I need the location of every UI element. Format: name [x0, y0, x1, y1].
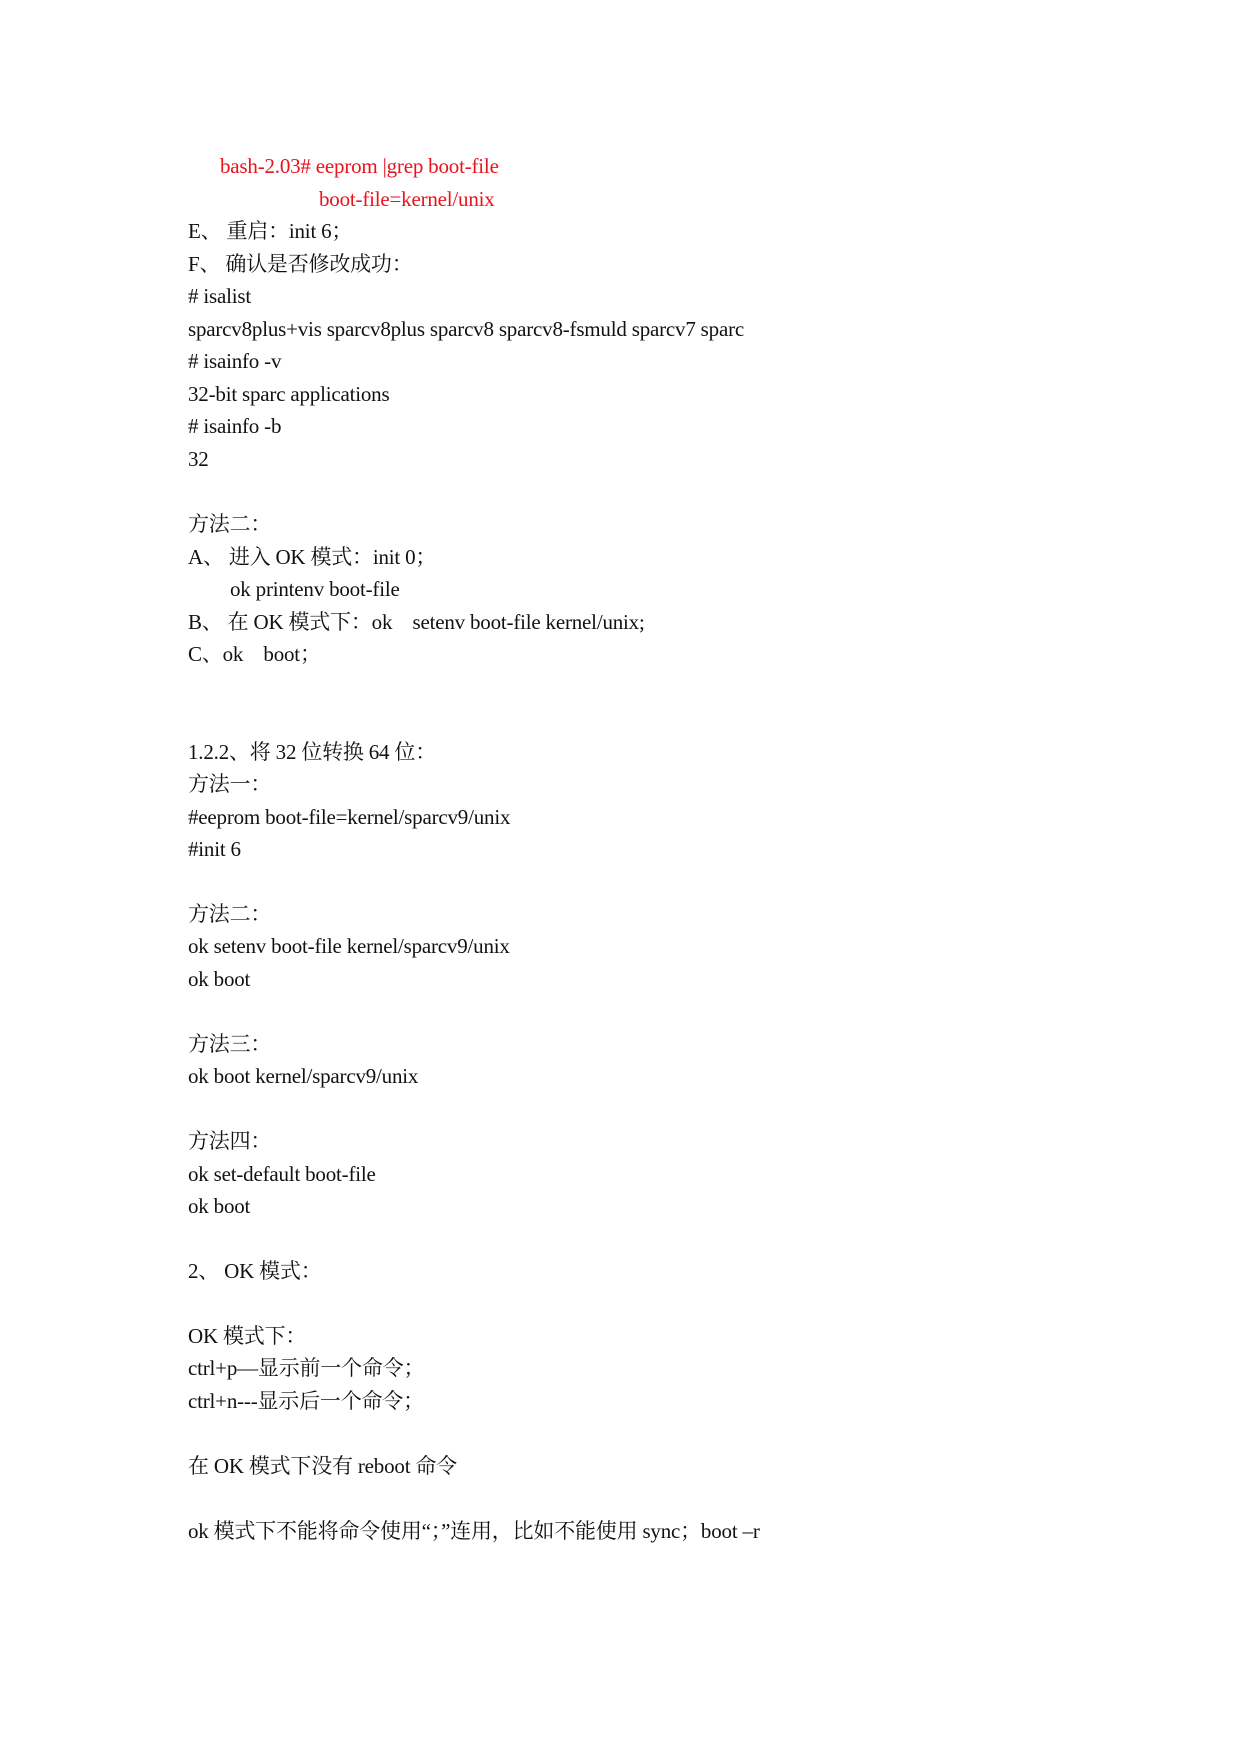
- step-f-verify: F、 确认是否修改成功：: [188, 252, 413, 276]
- step-c-boot: C、ok boot；: [188, 642, 321, 666]
- command-printenv: ok printenv boot-file: [230, 577, 400, 601]
- command-isainfo-v: # isainfo -v: [188, 349, 282, 373]
- command-isainfo-b: # isainfo -b: [188, 414, 282, 438]
- section-1-2-2-heading: 1.2.2、将 32 位转换 64 位：: [188, 740, 436, 764]
- ok-mode-subheading: OK 模式下：: [188, 1324, 307, 1348]
- method-two-heading: 方法二：: [188, 512, 272, 536]
- note-no-semicolon: ok 模式下不能将命令使用“；”连用，比如不能使用 sync；boot –r: [188, 1519, 760, 1543]
- shortcut-ctrl-p: ctrl+p—显示前一个命令；: [188, 1356, 425, 1380]
- command-ok-boot: ok boot: [188, 967, 251, 991]
- command-setenv-sparcv9: ok setenv boot-file kernel/sparcv9/unix: [188, 934, 510, 958]
- command-isalist: # isalist: [188, 284, 251, 308]
- command-init-6: #init 6: [188, 837, 241, 861]
- output-isainfo-v: 32-bit sparc applications: [188, 382, 390, 406]
- section-2-heading: 2、 OK 模式：: [188, 1259, 322, 1283]
- code-line-eeprom-grep: bash-2.03# eeprom |grep boot-file: [220, 154, 499, 178]
- command-ok-boot-2: ok boot: [188, 1194, 251, 1218]
- method-four-heading: 方法四：: [188, 1129, 272, 1153]
- shortcut-ctrl-n: ctrl+n---显示后一个命令；: [188, 1389, 424, 1413]
- command-eeprom-sparcv9: #eeprom boot-file=kernel/sparcv9/unix: [188, 805, 511, 829]
- method-two-heading-64: 方法二：: [188, 902, 272, 926]
- method-three-heading: 方法三：: [188, 1032, 272, 1056]
- output-isainfo-b: 32: [188, 447, 209, 471]
- code-line-boot-file-output: boot-file=kernel/unix: [319, 187, 495, 211]
- command-boot-kernel-sparcv9: ok boot kernel/sparcv9/unix: [188, 1064, 419, 1088]
- step-e-reboot: E、 重启：init 6；: [188, 219, 353, 243]
- command-set-default: ok set-default boot-file: [188, 1162, 376, 1186]
- step-a-ok-mode: A、 进入 OK 模式：init 0；: [188, 545, 437, 569]
- note-no-reboot: 在 OK 模式下没有 reboot 命令: [188, 1454, 457, 1478]
- method-one-heading: 方法一：: [188, 772, 272, 796]
- step-b-setenv: B、 在 OK 模式下：ok setenv boot-file kernel/unix;: [188, 610, 645, 634]
- output-isalist: sparcv8plus+vis sparcv8plus sparcv8 sparcv8-fsmuld sparcv7 sparc: [188, 317, 744, 341]
